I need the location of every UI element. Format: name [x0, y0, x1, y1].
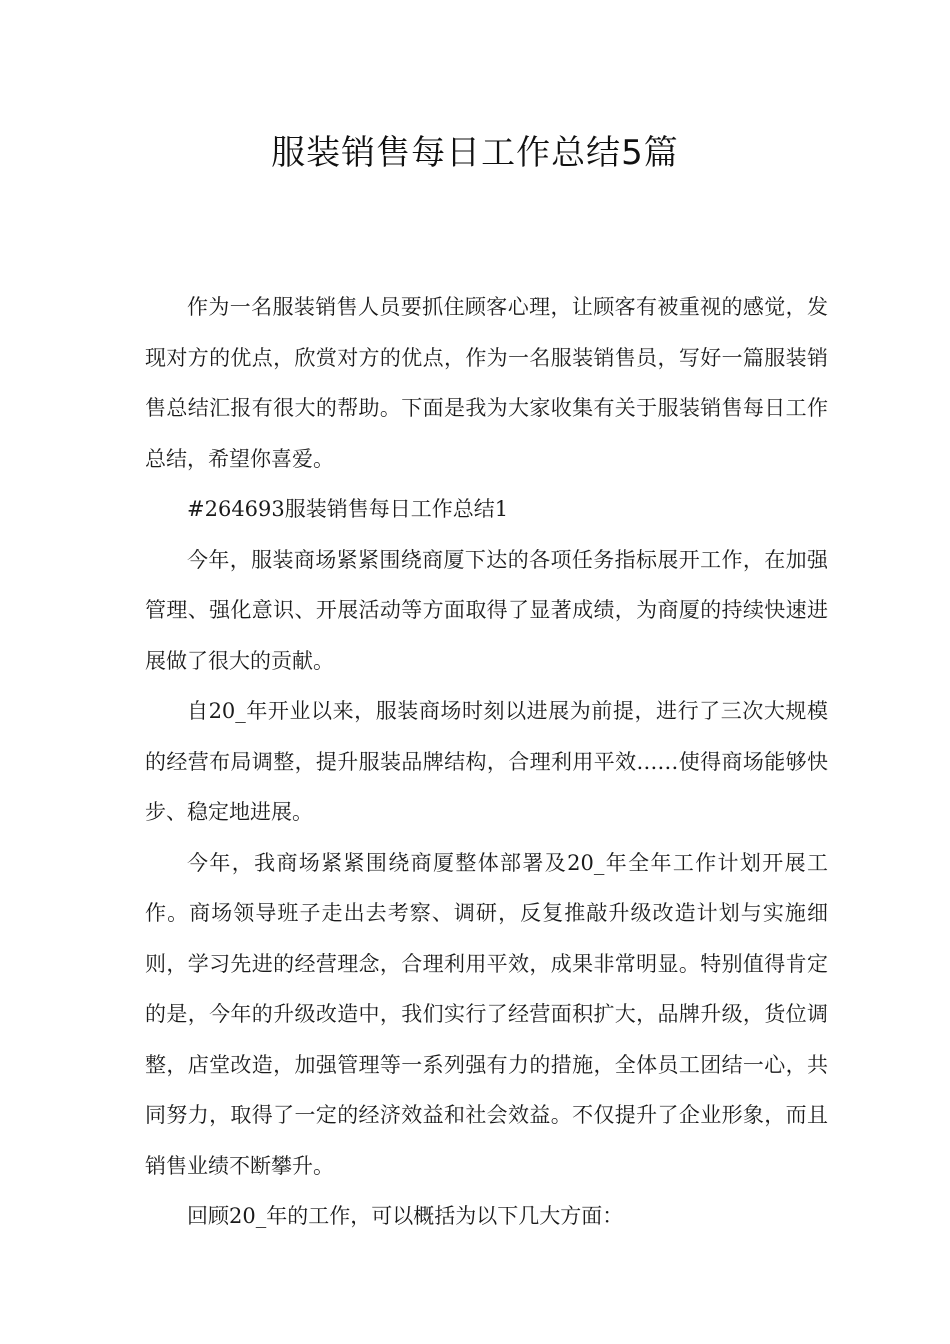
document-title: 服装销售每日工作总结5篇 — [271, 133, 679, 173]
body-paragraph: 回顾20_年的工作，可以概括为以下几大方面： — [187, 1204, 624, 1228]
body-paragraph: 今年，服装商场紧紧围绕商厦下达的各项任务指标展开工作，在加强管理、强化意识、开展活动等方面取得了显著成绩，为商厦的持续快速进展做了很大的贡献。 — [145, 547, 828, 673]
body-paragraph: 自20_年开业以来，服装商场时刻以进展为前提，进行了三次大规模的经营布局调整，提升服装品牌结构，合理利用平效……使得商场能够快步、稳定地进展。 — [145, 699, 828, 824]
body-paragraph: 今年，我商场紧紧围绕商厦整体部署及20_年全年工作计划开展工作。商场领导班子走出去考察、调研，反复推敲升级改造计划与实施细则，学习先进的经营理念，合理利用平效，成果非常明显。特别值得肯定的是，今年的升级改造中，我们实行了经营面积扩大，品牌升级，货位调整，店堂改造，加强管理等一系列强有力的措施，全体员工团结一心，共同努力，取得了一定的经济效益和社会效益。不仅提升了企业形象，而且销售业绩不断攀升。 — [145, 850, 828, 1178]
document-body — [145, 282, 828, 1242]
section-heading: #264693服装销售每日工作总结1 — [187, 497, 509, 521]
intro-paragraph: 作为一名服装销售人员要抓住顾客心理，让顾客有被重视的感觉，发现对方的优点，欣赏对方的优点，作为一名服装销售员，写好一篇服装销售总结汇报有很大的帮助。下面是我为大家收集有关于服装销售每日工作总结，希望你喜爱。 — [145, 295, 828, 471]
